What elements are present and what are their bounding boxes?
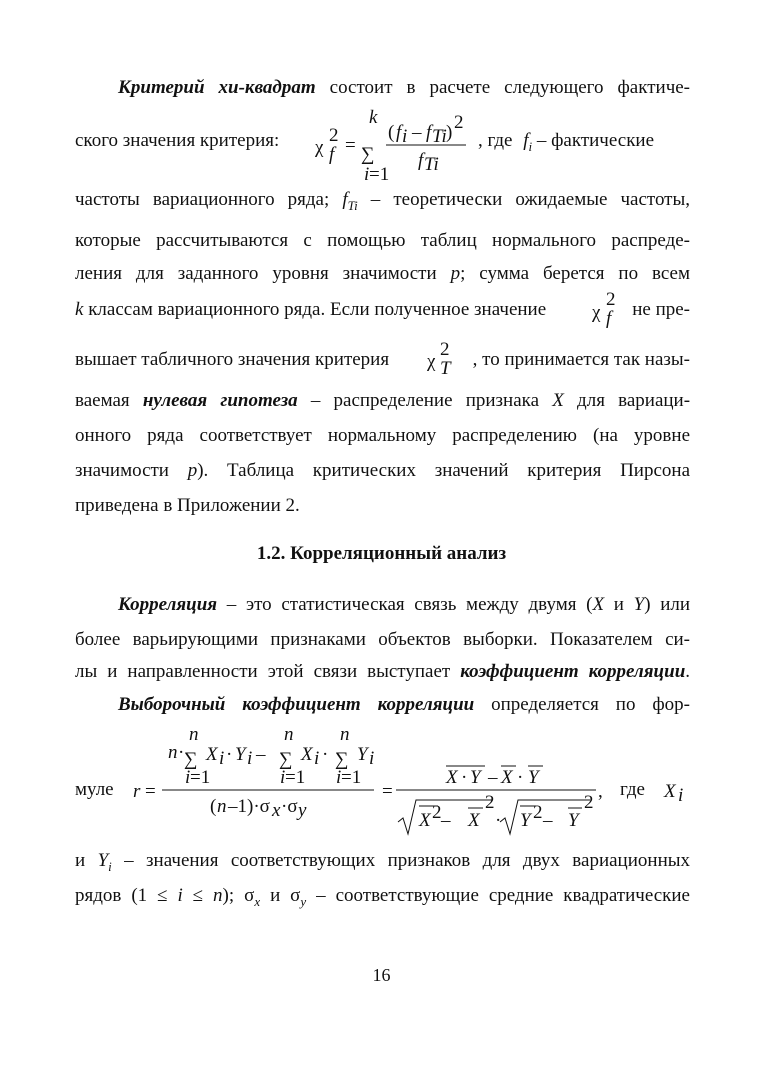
svg-text:i: i xyxy=(369,748,375,769)
svg-text:i: i xyxy=(402,126,408,147)
svg-text:i: i xyxy=(280,767,286,788)
svg-text:n: n xyxy=(284,724,294,745)
svg-text:y: y xyxy=(298,800,307,821)
svg-text:T: T xyxy=(440,358,451,379)
svg-text:·: · xyxy=(461,767,468,788)
para1-line6-tail: не пре- xyxy=(632,299,690,320)
svg-text:2: 2 xyxy=(432,802,442,823)
svg-text:=1: =1 xyxy=(341,767,362,788)
svg-text:χ: χ xyxy=(315,137,324,158)
svg-text:Y: Y xyxy=(520,810,531,831)
svg-text:·: · xyxy=(322,744,329,765)
svg-text:∑: ∑ xyxy=(279,749,293,770)
svg-text:i: i xyxy=(219,748,225,769)
term-chi-square: Критерий хи-квадрат xyxy=(118,77,316,98)
para1-line10: значимости p). Таблица критических значений критерия Пирсона xyxy=(75,460,691,481)
svg-text:Y: Y xyxy=(470,767,481,788)
svg-text:r: r xyxy=(133,781,141,802)
svg-text:2: 2 xyxy=(454,112,464,133)
svg-text:X: X xyxy=(664,781,676,802)
svg-text:Y: Y xyxy=(568,810,579,831)
svg-text:X: X xyxy=(501,767,513,788)
para1-line3: частоты вариационного ряда; $f_{Ti}$ – теоретически ожидаемые частоты, xyxy=(75,189,691,213)
svg-text:n: n xyxy=(217,796,227,817)
svg-text:–: – xyxy=(543,810,553,831)
para3-line2-where: где xyxy=(620,779,645,800)
svg-text:2: 2 xyxy=(485,792,495,813)
svg-text:X: X xyxy=(468,810,480,831)
para3-line4: рядов (1 ≤ i ≤ n); $\sigma_x$ и $\sigma_y$ – соответствующие средние квадратические xyxy=(75,885,690,909)
svg-text:=1: =1 xyxy=(369,164,390,185)
svg-text:f: f xyxy=(418,150,424,171)
svg-text:k: k xyxy=(369,107,378,128)
para1-line9: онного ряда соответствует нормальному распределению (на уровне xyxy=(75,425,690,446)
svg-text:f: f xyxy=(606,308,612,329)
para1-line1: Критерий хи-квадрат состоит в расчете следующего фактиче- xyxy=(118,77,691,98)
svg-text:·σ: ·σ xyxy=(281,796,298,817)
svg-text:X: X xyxy=(206,744,218,765)
chi-square-T-inline xyxy=(426,339,452,379)
para2-line1: Корреляция – это статистическая связь между двумя (X и Y) или xyxy=(118,594,691,615)
svg-text:X: X xyxy=(419,810,431,831)
para2-line3: лы и направленности этой связи выступает коэффициент корреляции. xyxy=(75,661,691,682)
term-correlation-coefficient: коэффициент корреляции xyxy=(460,661,686,682)
svg-text:n: n xyxy=(189,724,199,745)
svg-text:=: = xyxy=(145,781,156,802)
svg-text:i: i xyxy=(247,748,253,769)
svg-text:∑: ∑ xyxy=(361,144,375,165)
svg-text:i: i xyxy=(336,767,342,788)
term-correlation: Корреляция xyxy=(118,594,218,615)
svg-text:–: – xyxy=(441,810,451,831)
svg-text:Ti: Ti xyxy=(432,126,447,147)
para1-line7-right: , то принимается так назы- xyxy=(472,349,690,370)
svg-text:2: 2 xyxy=(606,289,616,310)
svg-text:i: i xyxy=(678,785,684,806)
svg-text:2: 2 xyxy=(584,792,594,813)
svg-text:f: f xyxy=(329,144,335,165)
svg-text:Y: Y xyxy=(357,744,368,765)
para3-line3: и $Y_i$ – значения соответствующих признаков для двух вариационных xyxy=(75,850,690,874)
svg-text:·: · xyxy=(517,767,524,788)
svg-text:·: · xyxy=(226,744,233,765)
para1-line4: которые рассчитываются с помощью таблиц нормального распреде- xyxy=(75,230,690,251)
svg-text:=: = xyxy=(345,135,356,156)
svg-text:X: X xyxy=(446,767,458,788)
svg-text:·: · xyxy=(495,810,502,831)
svg-text:f: f xyxy=(426,122,432,143)
svg-text:–1)·σ: –1)·σ xyxy=(228,796,270,817)
svg-text:2: 2 xyxy=(329,125,339,146)
para2-line2: более варьирующими признаками объектов выборки. Показателем си- xyxy=(75,629,690,650)
para1-line8: ваемая нулевая гипотеза – распределение признака X для вариаци- xyxy=(75,390,691,411)
svg-text:χ: χ xyxy=(592,302,601,323)
svg-text:,: , xyxy=(598,781,603,802)
para1-line7-left: вышает табличного значения критерия xyxy=(75,349,390,370)
svg-text:2: 2 xyxy=(440,339,450,360)
svg-text:–: – xyxy=(412,122,422,143)
svg-text:n: n xyxy=(340,724,350,745)
svg-text:∑: ∑ xyxy=(335,749,349,770)
svg-text:=1: =1 xyxy=(285,767,306,788)
section-heading: 1.2. Корреляционный анализ xyxy=(256,543,507,564)
svg-text:n: n xyxy=(168,742,178,763)
para1-line2-left: ского значения критерия: xyxy=(75,130,280,151)
svg-text:Y: Y xyxy=(528,767,539,788)
correlation-formula xyxy=(133,724,683,834)
para3-line2-left: муле xyxy=(75,779,114,800)
svg-text:i: i xyxy=(364,164,370,185)
svg-text:–: – xyxy=(256,744,266,765)
svg-text:χ: χ xyxy=(427,351,436,372)
svg-text:): ) xyxy=(446,122,453,143)
chi-square-f-inline xyxy=(591,289,616,329)
svg-text:Ti: Ti xyxy=(424,154,439,175)
svg-text:∑: ∑ xyxy=(184,749,198,770)
page-number: 16 xyxy=(372,965,391,985)
svg-text:x: x xyxy=(272,800,281,821)
svg-text:i: i xyxy=(314,748,320,769)
para3-line1: Выборочный коэффициент корреляции определяется по фор- xyxy=(118,694,690,715)
svg-text:2: 2 xyxy=(533,802,543,823)
svg-text:i: i xyxy=(185,767,191,788)
chi-square-formula xyxy=(314,107,466,185)
svg-text:=: = xyxy=(382,781,393,802)
svg-text:=1: =1 xyxy=(190,767,211,788)
svg-text:(: ( xyxy=(388,122,395,143)
svg-text:f: f xyxy=(396,122,402,143)
svg-text:(: ( xyxy=(210,796,217,817)
para1-line5: ления для заданного уровня значимости p; сумма берется по всем xyxy=(75,263,691,284)
svg-text:·: · xyxy=(178,742,185,763)
svg-text:X: X xyxy=(301,744,313,765)
term-null-hypothesis: нулевая гипотеза xyxy=(142,390,298,411)
para1-line2-right: , где $f_i$ – фактические xyxy=(478,130,655,154)
term-sample-correlation-coefficient: Выборочный коэффициент корреляции xyxy=(118,694,475,715)
svg-text:–: – xyxy=(488,767,498,788)
para1-line11: приведена в Приложении 2. xyxy=(75,495,300,516)
svg-text:Y: Y xyxy=(235,744,246,765)
para1-line6: k классам вариационного ряда. Если полученное значение xyxy=(75,299,547,320)
